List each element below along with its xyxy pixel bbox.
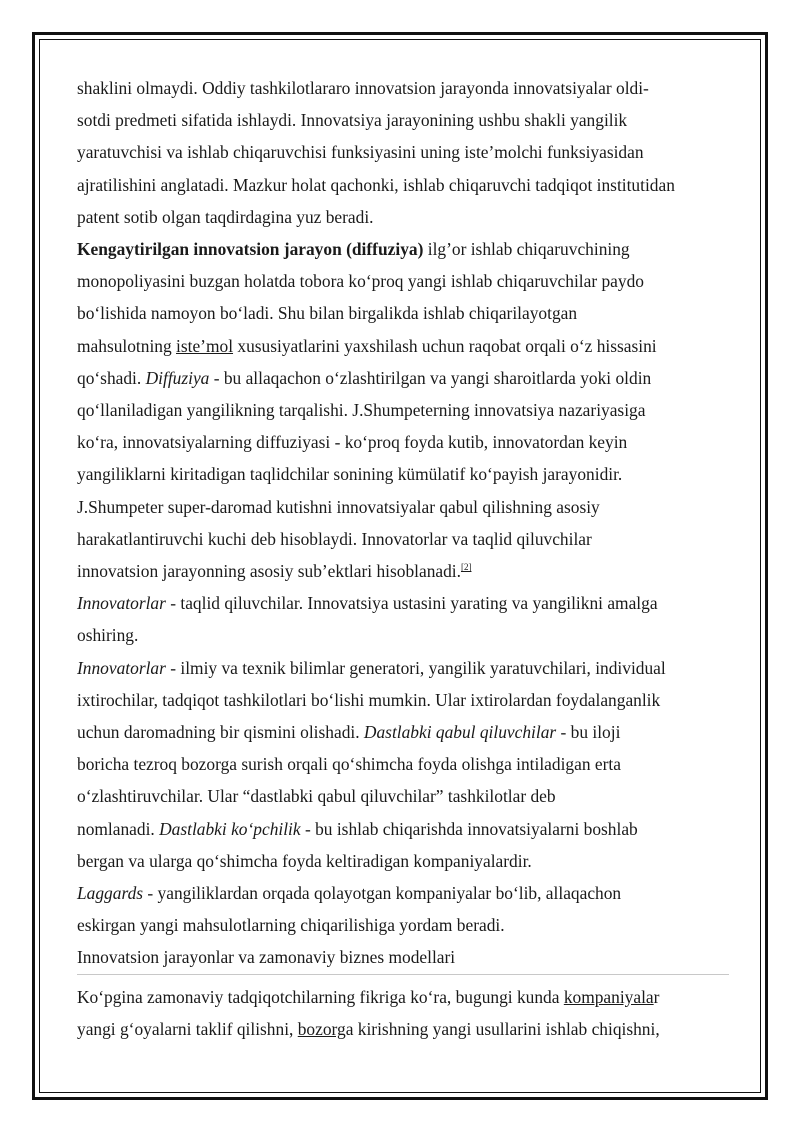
text-line [77, 813, 729, 845]
text-line: ixtirochilar, tadqiqot tashkilotlari bo‘lishi mumkin. Ular ixtirolardan foydalanganlik [77, 689, 661, 710]
text-run: nomlanadi. [77, 818, 160, 839]
text-line: shaklini olmaydi. Oddiy tashkilotlararo innovatsion jarayonda innovatsiyalar oldi- [77, 78, 649, 98]
text-line [77, 981, 729, 1013]
text-run: uchun daromadning bir qismini olishadi. [77, 722, 364, 743]
text-line [77, 716, 729, 748]
paragraph-laggards [77, 877, 729, 941]
text-line: qo‘llaniladigan yangilikning tarqalishi. J.Shumpeterning innovatsiya nazariyasiga [77, 400, 646, 421]
link-iste-mol[interactable]: iste’mol [176, 335, 234, 356]
text-run: ilg’or ishlab chiqaruvchining [423, 239, 630, 260]
text-line: eskirgan yangi mahsulotlarning chiqarilishiga yordam beradi. [77, 915, 505, 936]
text-line: patent sotib olgan taqdirdagina yuz beradi. [77, 206, 374, 227]
text-line [77, 877, 729, 909]
link-bozorga[interactable]: bozorg [297, 1018, 346, 1039]
text-line: harakatlantiruvchi kuchi deb hisoblaydi. Innovatorlar va taqlid qiluvchilar [77, 528, 592, 549]
text-run: r [653, 986, 660, 1007]
paragraph-diffusion [77, 233, 729, 587]
text-line: bergan va ularga qo‘shimcha foyda keltiradigan kompaniyalardir. [77, 850, 532, 871]
footnote-ref-link[interactable]: [2] [460, 562, 472, 573]
text-line: sotdi predmeti sifatida ishlaydi. Innovatsiya jarayonining ushbu shakli yangilik [77, 110, 628, 131]
text-run: - ilmiy va texnik bilimlar generatori, yangilik yaratuvchilari, individual [165, 657, 666, 678]
text-line: boricha tezroq bozorga surish orqali qo‘shimcha foyda olishga intiladigan erta [77, 754, 621, 775]
text-run: - bu allaqachon o‘zlashtirilgan va yangi sharoitlarda yoki oldin [209, 367, 652, 388]
text-run: yangi g‘oyalarni taklif qilishni, [77, 1018, 298, 1039]
text-run: - yangiliklardan orqada qolayotgan kompaniyalar bo‘lib, allaqachon [143, 883, 622, 904]
text-line [77, 233, 729, 265]
section-heading [77, 941, 729, 974]
text-line: ajratilishini anglatadi. Mazkur holat qachonki, ishlab chiqaruvchi tadqiqot institutidan [77, 174, 675, 195]
text-line: yangiliklarni kiritadigan taqlidchilar sonining kümülatif ko‘payish jarayonidir. [77, 464, 623, 485]
text-run: - bu iloji [556, 722, 621, 743]
term-italic: Laggards [77, 883, 144, 904]
term-italic: Dastlabki ko‘pchilik [159, 818, 301, 839]
text-run: a kirishning yangi usullarini ishlab chiqishni, [345, 1018, 660, 1039]
text-run: - bu ishlab chiqarishda innovatsiyalarni boshlab [300, 818, 638, 839]
text-line [77, 1013, 729, 1045]
text-line: o‘zlashtiruvchilar. Ular “dastlabki qabul qiluvchilar” tashkilotlar deb [77, 786, 556, 807]
term-italic: Innovatorlar [77, 657, 166, 678]
text-line [77, 362, 729, 394]
text-line [77, 330, 729, 362]
text-run: - taqlid qiluvchilar. Innovatsiya ustasini yarating va yangilikni amalga [165, 593, 658, 614]
text-run: mahsulotning [77, 335, 177, 356]
text-line [77, 652, 729, 684]
term-bold: Kengaytirilgan innovatsion jarayon (diffuziya) [77, 239, 424, 260]
text-line: J.Shumpeter super-daromad kutishni innovatsiyalar qabul qilishning asosiy [77, 496, 600, 517]
link-kompaniyalar[interactable]: kompaniyala [563, 986, 654, 1007]
document-body [77, 72, 729, 1045]
paragraph-1 [77, 72, 729, 233]
text-run: Ko‘pgina zamonaviy tadqiqotchilarning fikriga ko‘ra, bugungi kunda [77, 986, 564, 1007]
text-line: ko‘ra, innovatsiyalarning diffuziyasi - ko‘proq foyda kutib, innovatordan keyin [77, 432, 628, 453]
term-italic: Dastlabki qabul qiluvchilar [363, 722, 557, 743]
text-line: oshiring. [77, 625, 139, 646]
text-line: bo‘lishida namoyon bo‘ladi. Shu bilan birgalikda ishlab chiqarilayotgan [77, 303, 578, 324]
term-italic: Diffuziya [145, 367, 210, 388]
text-run: xususiyatlarini yaxshilash uchun raqobat orqali o‘z hissasini [233, 335, 657, 356]
heading-text: Innovatsion jarayonlar va zamonaviy biznes modellari [77, 947, 456, 968]
paragraph-business-models [77, 981, 729, 1045]
text-run: innovatsion jarayonning asosiy sub’ektlari hisoblanadi. [77, 561, 461, 582]
term-italic: Innovatorlar [77, 593, 166, 614]
text-line: monopoliyasini buzgan holatda tobora ko‘proq yangi ishlab chiqaruvchilar paydo [77, 271, 644, 292]
text-line [77, 555, 729, 587]
paragraph-innovators-1 [77, 587, 729, 651]
paragraph-innovators-2 [77, 652, 729, 877]
text-run: qo‘shadi. [77, 367, 146, 388]
text-line [77, 587, 729, 619]
text-line: yaratuvchisi va ishlab chiqaruvchisi funksiyasini uning iste’molchi funksiyasidan [77, 142, 644, 163]
